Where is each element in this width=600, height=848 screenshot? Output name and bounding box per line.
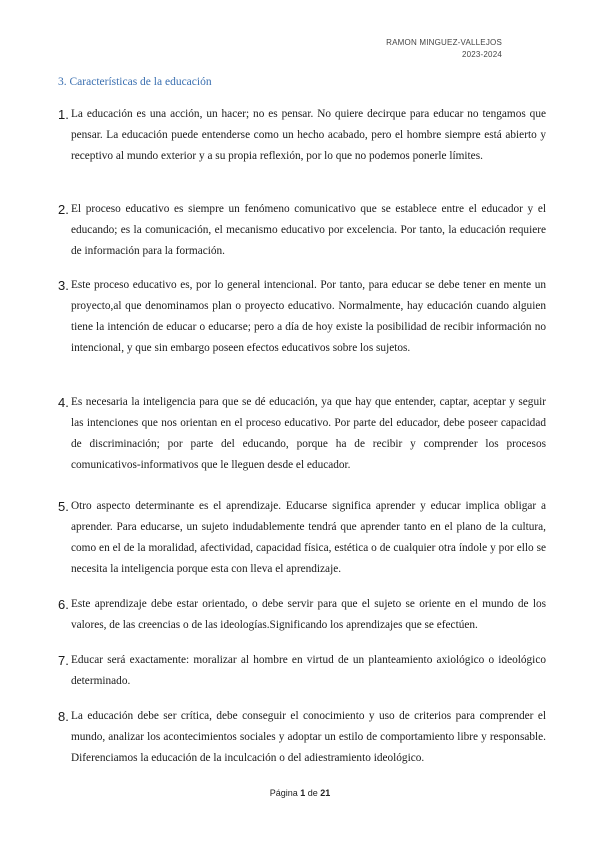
footer-current-page: 1 <box>300 788 306 798</box>
list-item <box>58 199 546 262</box>
item-number: 7. <box>58 653 69 668</box>
page-header <box>386 37 502 61</box>
item-number: 6. <box>58 597 69 612</box>
item-number: 4. <box>58 395 69 410</box>
item-text: La educación debe ser crítica, debe conseguir el conocimiento y uso de criterios para comprender el mundo, analizar los acontecimientos sociales y adoptar un estilo de comportamiento libre y responsable. Diferenciamos la educación de la inculcación o del adiestramiento ideológico. <box>71 710 546 764</box>
item-number: 3. <box>58 278 69 293</box>
section-title: 3. Características de la educación <box>58 76 212 88</box>
item-text: Educar será exactamente: moralizar al hombre en virtud de un planteamiento axiológico o ideológico determinado. <box>71 654 546 687</box>
footer-total-pages: 21 <box>320 788 331 798</box>
list-item <box>58 594 546 636</box>
item-number: 1. <box>58 107 69 122</box>
item-text: Otro aspecto determinante es el aprendizaje. Educarse significa aprender y educar implica obligar a aprender. Para educarse, un sujeto indudablemente tendrá que aprender tanto en el plano de la cultura, como en el de la moralidad, afectividad, capacidad física, estética o de cualquier otra índole y por ello se necesita la inteligencia porque esta con lleva el aprendizaje. <box>71 500 546 575</box>
header-year: 2023-2024 <box>461 50 502 59</box>
item-number: 8. <box>58 709 69 724</box>
footer-page-word: Página <box>269 788 298 798</box>
list-item <box>58 706 546 769</box>
item-text: El proceso educativo es siempre un fenómeno comunicativo que se establece entre el educador y el educando; es la comunicación, el mecanismo educativo por excelencia. Por tanto, la educación requiere de información para la formación. <box>71 203 546 257</box>
header-author: RAMON MINGUEZ-VALLEJOS <box>386 38 502 47</box>
list-item <box>58 650 546 692</box>
item-number: 5. <box>58 499 69 514</box>
list-item <box>58 104 546 167</box>
item-text: Este proceso educativo es, por lo general intencional. Por tanto, para educar se debe tener en mente un proyecto,al que denominamos plan o proyecto educativo. Normalmente, hay educación cuando alguien tiene la intención de educar o educarse; pero a día de hoy existe la posibilidad de recibir información no intencional, y que sin embargo poseen efectos educativos sobre los sujetos. <box>71 279 546 354</box>
item-number: 2. <box>58 202 69 217</box>
item-text: Este aprendizaje debe estar orientado, o debe servir para que el sujeto se oriente en el mundo de los valores, de las creencias o de las ideologías.Significando los aprendizajes que se efectúen. <box>71 598 546 631</box>
list-item <box>58 496 546 580</box>
footer-of-word: de <box>307 788 318 798</box>
list-item <box>58 275 546 359</box>
list-item <box>58 392 546 476</box>
item-text: Es necesaria la inteligencia para que se dé educación, ya que hay que entender, captar, aceptar y seguir las intenciones que nos orientan en el proceso educativo. Por parte del educador, debe poseer capacidad de discriminación; por parte del educando, porque ha de recibir y comprender los procesos comunicativos-informativos que le lleguen desde el educador. <box>71 396 546 471</box>
page-footer <box>0 788 600 798</box>
item-text: La educación es una acción, un hacer; no es pensar. No quiere decirque para educar no tengamos que pensar. La educación puede entenderse como un hecho acabado, pero el hombre siempre está abierto y receptivo al mundo exterior y a su propia reflexión, por lo que no podemos ponerle límites. <box>71 108 546 162</box>
